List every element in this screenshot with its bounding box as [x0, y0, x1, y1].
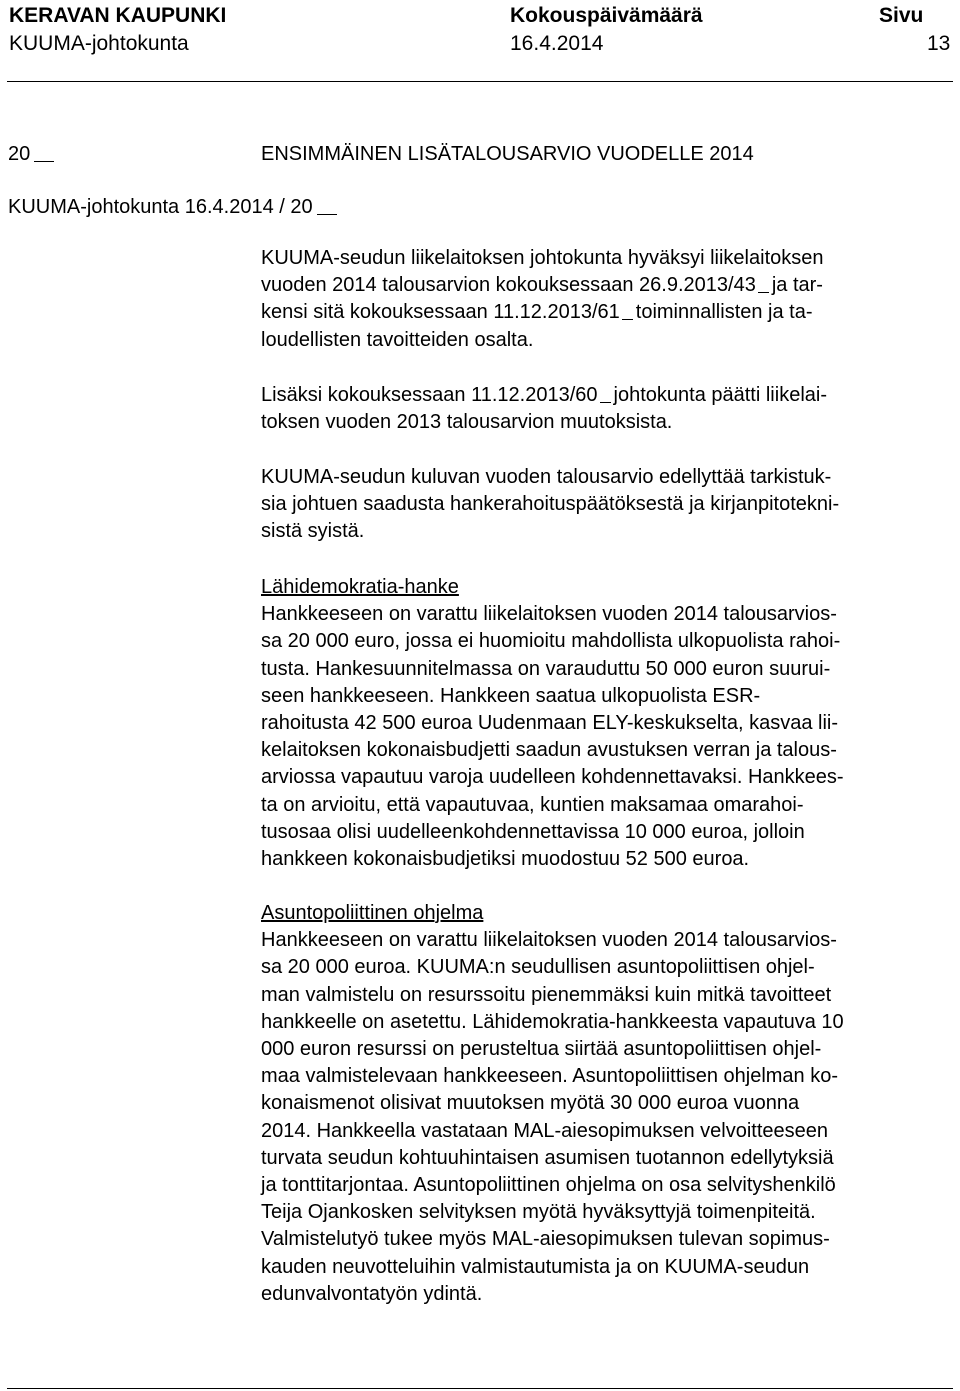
item-number-line: [8, 142, 60, 166]
committee-name: KUUMA-johtokunta: [9, 32, 189, 55]
paragraph-additional: Lisäksi kokouksessaan 11.12.2013/60 johtokunta päätti liikelai- toksen vuoden 2013 talousarvion muutoksista.: [261, 384, 827, 434]
item-reference: KUUMA-johtokunta 16.4.2014 / 20: [8, 196, 313, 218]
page-label: Sivu: [879, 4, 924, 27]
footer-rule: [7, 1388, 953, 1389]
meeting-date: 16.4.2014: [510, 32, 604, 55]
item-reference-line: [8, 195, 343, 219]
page-number: 13: [927, 32, 951, 55]
section-asuntopoliittinen: Asuntopoliittinen ohjelma Hankkeeseen on varattu liikelaitoksen vuoden 2014 talousarvios- sa 20 000 euroa. KUUMA:n seudullisen asuntopoliittisen ohjel- man valmistelu on resurssoitu pienemmäksi kuin mitkä tavoitteet hankkeelle on asetettu. Lähidemokratia-hankkeesta vapautuva 10 000 euron resurssi on perusteltua siirtää asuntopoliittisen ohjel- maa valmistelevaan hankkeeseen. Asuntopoliittisen ohjelman ko- konaismenot olisivat muutoksen myötä 30 000 euroa vuonna 2014. Hankkeella vastataan MAL-aiesopimuksen velvoitteeseen turvata seudun kohtuuhintaisen asumisen tuotannon edellytyksiä ja tonttitarjontaa. Asuntopoliittinen ohjelma on osa selvityshenkilö Teija Ojankosken selvityksen myötä hyväksyttyjä toimenpiteitä. Valmistelutyö tukee myös MAL-aiesopimuksen tulevan sopimus- kauden neuvotteluihin valmistautumista ja on KUUMA-seudun edunvalvontatyön ydintä.: [261, 900, 954, 1308]
item-title: ENSIMMÄINEN LISÄTALOUSARVIO VUODELLE 2014: [261, 143, 754, 165]
paragraph-budget: KUUMA-seudun kuluvan vuoden talousarvio edellyttää tarkistuk- sia johtuen saadusta hankerahoituspäätöksestä ja kirjanpitotekni- sistä syistä.: [261, 466, 840, 543]
paragraph-intro: KUUMA-seudun liikelaitoksen johtokunta hyväksyi liikelaitoksen vuoden 2014 talousarvion kokouksessaan 26.9.2013/43 ja tar- kensi sitä kokouksessaan 11.12.2013/61 toiminnallisten ja ta- loudellisten tavoitteiden osalta.: [261, 247, 824, 351]
item-number: 20: [8, 143, 31, 165]
org-name: KERAVAN KAUPUNKI: [9, 4, 227, 27]
date-label: Kokouspäivämäärä: [510, 4, 703, 27]
header-rule: [7, 81, 953, 82]
section-lahidemokratia: Lähidemokratia-hanke Hankkeeseen on varattu liikelaitoksen vuoden 2014 talousarvios- sa 20 000 euro, jossa ei huomioitu mahdollista ulkopuolista rahoi- tusta. Hankesuunnitelmassa on varauduttu 50 000 euron suurui- seen hankkeeseen. Hankkeen saatua ulkopuolista ESR- rahoitusta 42 500 euroa Uudenmaan ELY-keskukselta, kasvaa lii- kelaitoksen kokonaisbudjetti saadun avustuksen verran ja talous- arviossa vapautuu varoja uudelleen kohdennettavaksi. Hankkees- ta on arvioitu, että vapautuvaa, kuntien maksamaa omarahoi- tusosaa olisi uudelleenkohdennettavissa 10 000 euroa, jolloin hankkeen kokonaisbudjetiksi muodostuu 52 500 euroa.: [261, 574, 954, 873]
section-heading: Asuntopoliittinen ohjelma: [261, 902, 484, 924]
section-heading: Lähidemokratia-hanke: [261, 576, 459, 598]
